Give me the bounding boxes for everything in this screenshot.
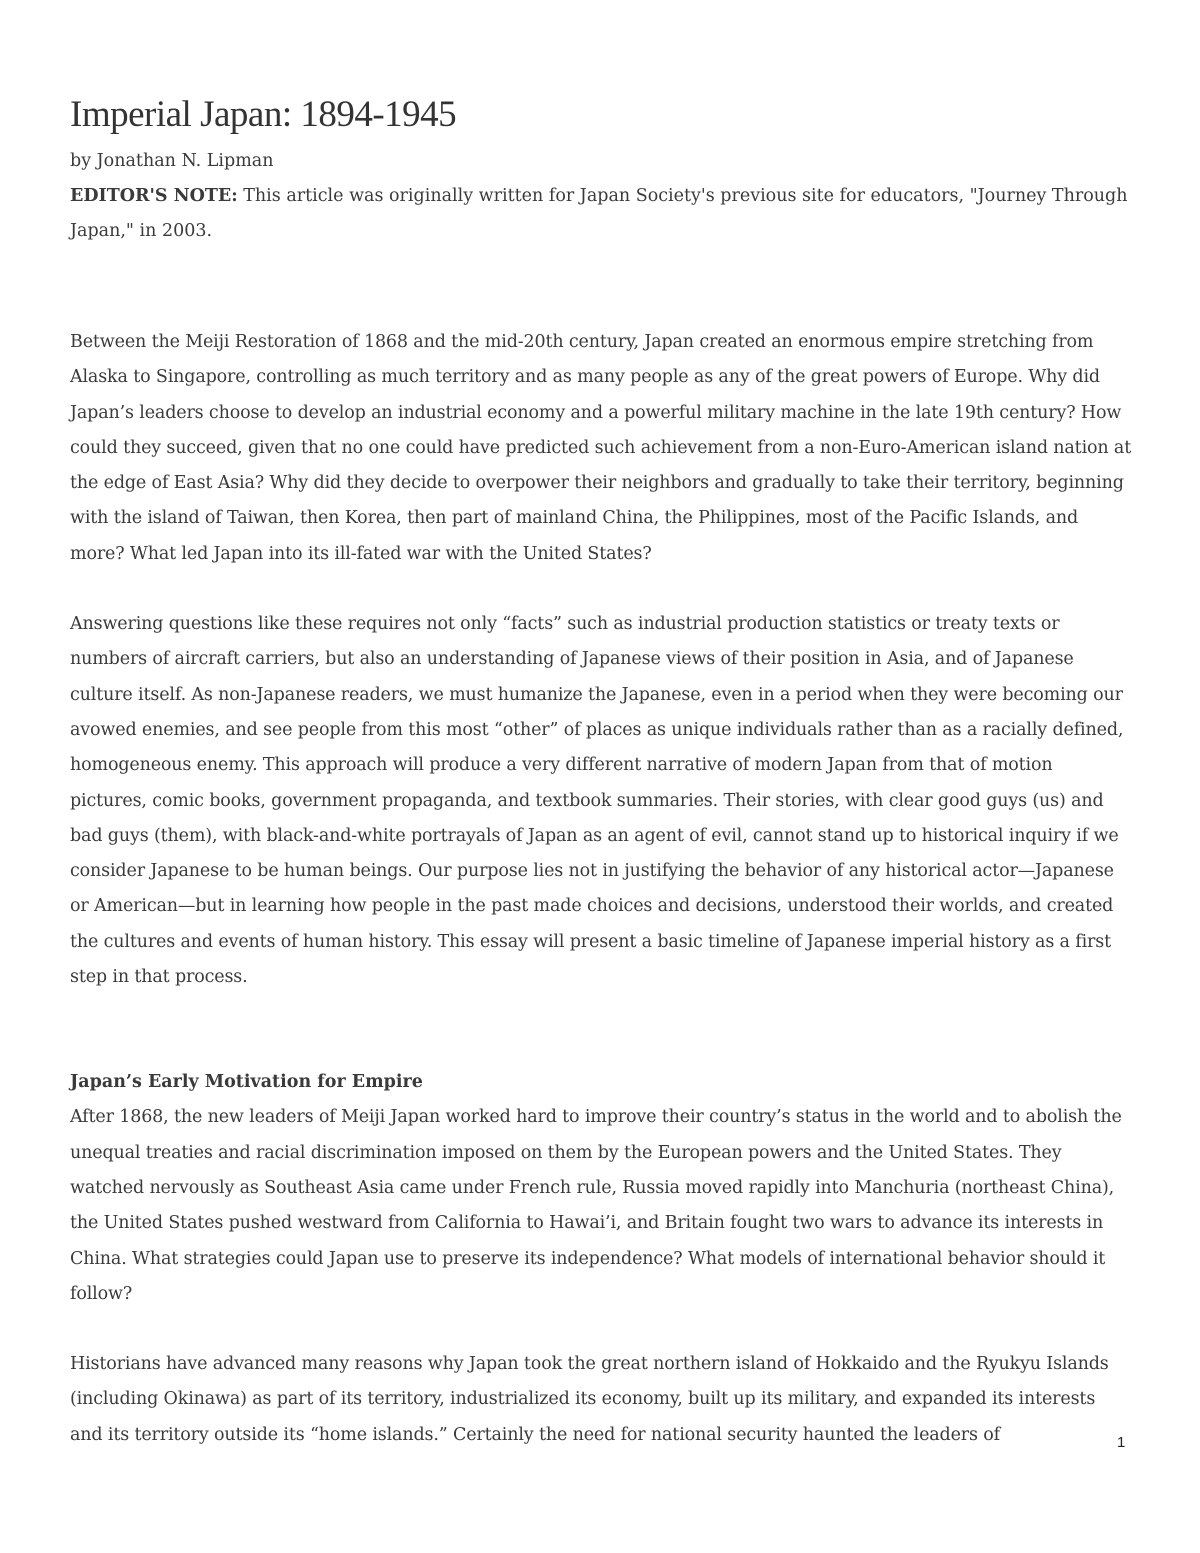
section-paragraph-1: After 1868, the new leaders of Meiji Japan worked hard to improve their country’s status in the world and to abolish the unequal treaties and racial discrimination imposed on them by the European powers and the United States. They watched nervously as Southeast Asia came under French rule, Russia moved rapidly into Manchuria (northeast China), the United States pushed westward from California to Hawai’i, and Britain fought two wars to advance its interests in China. What strategies could Japan use to preserve its independence? What models of international behavior should it follow? xyxy=(70,1107,1122,1304)
document-title: Imperial Japan: 1894-1945 xyxy=(70,94,457,135)
document-page xyxy=(70,92,1132,1453)
page-number: 1 xyxy=(1117,1434,1126,1451)
section-paragraph-2: Historians have advanced many reasons why Japan took the great northern island of Hokkaido and the Ryukyu Islands (including Okinawa) as part of its territory, industrialized its economy, built up its military, and expanded its interests and its territory outside its “home islands.” Certainly the need for national security haunted the leaders of xyxy=(70,1354,1109,1445)
editor-note-text: This article was originally written for Japan Society's previous site for educators, "Journey Through Japan," in 2003. xyxy=(70,186,1128,241)
editor-note-label: EDITOR'S NOTE: xyxy=(70,186,238,206)
author-byline: by Jonathan N. Lipman xyxy=(70,151,274,171)
section-heading: Japan’s Early Motivation for Empire xyxy=(70,1072,423,1093)
editor-note xyxy=(70,179,1132,249)
intro-paragraph-1: Between the Meiji Restoration of 1868 and the mid-20th century, Japan created an enormous empire stretching from Alaska to Singapore, controlling as much territory and as many people as any of the great powers of Europe. Why did Japan’s leaders choose to develop an industrial economy and a powerful military machine in the late 19th century? How could they succeed, given that no one could have predicted such achievement from a non-Euro-American island nation at the edge of East Asia? Why did they decide to overpower their neighbors and gradually to take their territory, beginning with the island of Taiwan, then Korea, then part of mainland China, the Philippines, most of the Pacific Islands, and more? What led Japan into its ill-fated war with the United States? xyxy=(70,332,1132,564)
intro-paragraph-2: Answering questions like these requires not only “facts” such as industrial production statistics or treaty texts or numbers of aircraft carriers, but also an understanding of Japanese views of their position in Asia, and of Japanese culture itself. As non-Japanese readers, we must humanize the Japanese, even in a period when they were becoming our avowed enemies, and see people from this most “other” of places as unique individuals rather than as a racially defined, homogeneous enemy. This approach will produce a very different narrative of modern Japan from that of motion pictures, comic books, government propaganda, and textbook summaries. Their stories, with clear good guys (us) and bad guys (them), with black-and-white portrayals of Japan as an agent of evil, cannot stand up to historical inquiry if we consider Japanese to be human beings. Our purpose lies not in justifying the behavior of any historical actor—Japanese or American—but in learning how people in the past made choices and decisions, understood their worlds, and created the cultures and events of human history. This essay will present a basic timeline of Japanese imperial history as a first step in that process. xyxy=(70,614,1124,988)
